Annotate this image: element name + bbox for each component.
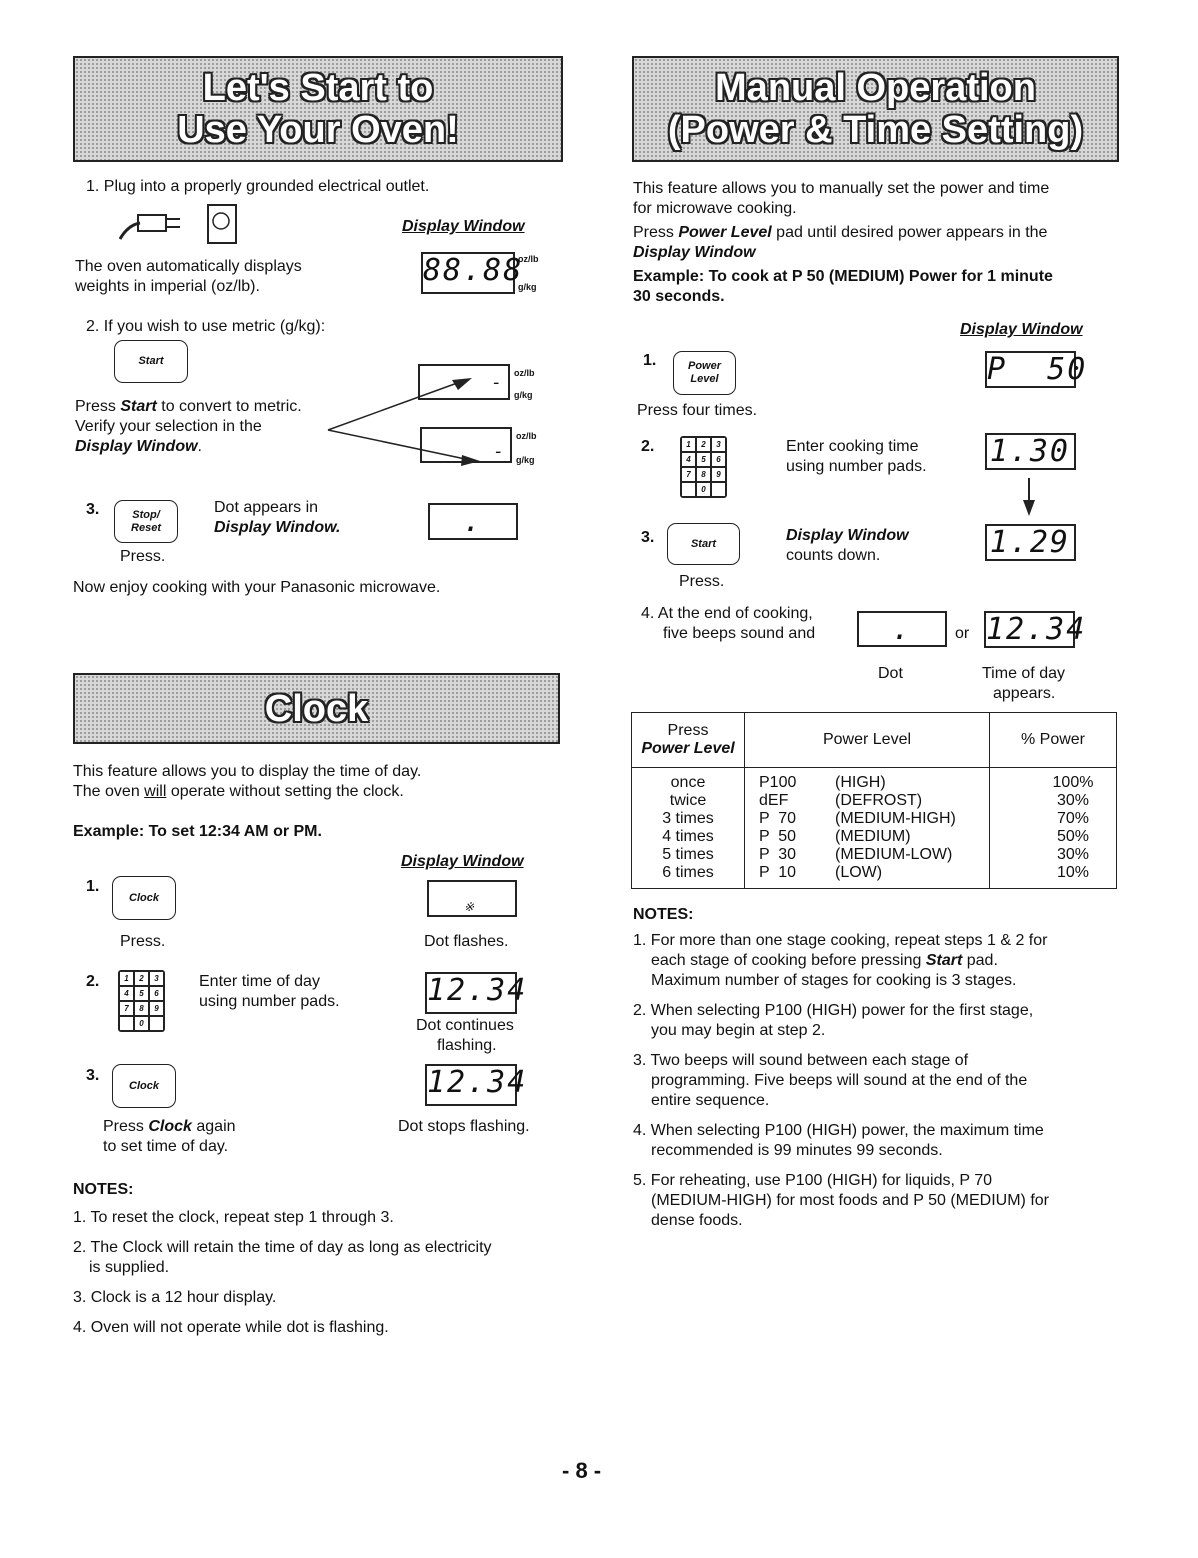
page-number: - 8 - (562, 1458, 602, 1483)
power-percent: 50% (1056, 828, 1090, 845)
keypad-key: 8 (134, 1001, 149, 1016)
note: 3. Two beeps will sound between each stage of (633, 1052, 969, 1069)
display-130: 1.30 (985, 433, 1076, 470)
unit-g-kg: g/kg (518, 282, 537, 292)
power-code: P 30 (759, 846, 797, 863)
banner-line: Manual Operation (715, 67, 1036, 109)
text: Press. (120, 548, 166, 565)
step2-text: 2. If you wish to use metric (g/kg): (86, 318, 326, 335)
start-key[interactable]: Start (114, 340, 188, 383)
keypad-key: 5 (696, 452, 711, 467)
auto-text: weights in imperial (oz/lb). (75, 278, 260, 295)
number-pad-icon (680, 436, 727, 498)
power-level-word: Power Level (678, 224, 772, 241)
keypad-key: 4 (119, 986, 134, 1001)
display-metric-bottom: - (420, 427, 512, 463)
keypad-key: 0 (696, 482, 711, 497)
note: 1. For more than one stage cooking, repeat steps 1 & 2 for (633, 932, 1048, 949)
power-percent: 10% (1056, 864, 1090, 881)
step-number: 2. (641, 438, 655, 455)
clock-word: Clock (148, 1118, 192, 1135)
display-metric-top: - (418, 364, 510, 400)
keypad-key (149, 1016, 164, 1031)
display-129: 1.29 (985, 524, 1076, 561)
keypad-key: 6 (149, 986, 164, 1001)
banner-clock (73, 673, 560, 744)
auto-text: The oven automatically displays (75, 258, 302, 275)
note: 2. The Clock will retain the time of day as long as electricity (73, 1239, 492, 1256)
table-header: Power Level (745, 713, 990, 768)
keypad-key: 9 (711, 467, 726, 482)
text: Dot appears in (214, 499, 319, 516)
banner-line: Clock (264, 687, 369, 730)
note: entire sequence. (651, 1092, 770, 1109)
note: programming. Five beeps will sound at the end of the (651, 1072, 1028, 1089)
unit-g-kg: g/kg (516, 455, 535, 465)
banner-line: Let's Start to (202, 67, 434, 109)
example-text: Example: To cook at P 50 (MEDIUM) Power for 1 minute (633, 268, 1053, 285)
display-window-word: Display Window (214, 519, 336, 536)
levels-column (745, 768, 990, 889)
keypad-key: 1 (681, 437, 696, 452)
unit-g-kg: g/kg (514, 390, 533, 400)
text: or (955, 625, 970, 642)
text: 4. At the end of cooking, (641, 605, 813, 622)
note: Maximum number of stages for cooking is 3 stages. (651, 972, 1017, 989)
press-count: 4 times (662, 828, 714, 845)
power-code: P 50 (759, 828, 797, 845)
note: 3. Clock is a 12 hour display. (73, 1289, 277, 1306)
text: again (191, 1118, 236, 1135)
step-number: 2. (86, 973, 100, 990)
text: using number pads. (199, 993, 340, 1010)
stop-reset-key[interactable]: Stop/ Reset (114, 500, 178, 543)
unit-oz-lb: oz/lb (514, 368, 535, 378)
display-window-word: Display Window (633, 244, 756, 261)
verify-text: Verify your selection in the (75, 418, 262, 435)
text: . (335, 519, 341, 536)
keypad-key: 9 (149, 1001, 164, 1016)
keypad-key: 3 (149, 971, 164, 986)
display-window-label: Display Window (401, 853, 524, 870)
keypad-key: 7 (119, 1001, 134, 1016)
text: Dot flashes. (424, 933, 509, 950)
keypad-key (681, 482, 696, 497)
step-number: 3. (86, 1067, 100, 1084)
step-number: 3. (86, 501, 100, 518)
banner-lets-start (73, 56, 563, 162)
step1-text: 1. Plug into a properly grounded electrical outlet. (86, 178, 430, 195)
text: pad until desired power appears in the (771, 224, 1048, 241)
text: each stage of cooking before pressing (651, 952, 926, 969)
power-level-name: (HIGH) (835, 774, 886, 791)
power-percent: 30% (1056, 846, 1090, 863)
power-level-key[interactable]: Power Level (673, 351, 736, 395)
note: 5. For reheating, use P100 (HIGH) for liquids, P 70 (633, 1172, 992, 1189)
keypad-key: 5 (134, 986, 149, 1001)
display-1234: 12.34 (986, 612, 1087, 647)
keypad-key: 8 (696, 467, 711, 482)
text: counts down. (786, 547, 881, 564)
step-number: 3. (641, 529, 655, 546)
start-key[interactable]: Start (667, 523, 740, 565)
text: flashing. (437, 1037, 497, 1054)
power-level-table (631, 712, 1117, 889)
unit-oz-lb: oz/lb (518, 254, 539, 264)
banner-line: (Power & Time Setting) (667, 109, 1084, 151)
table-header: % Power (990, 713, 1117, 768)
clock-key[interactable]: Clock (112, 876, 176, 920)
text: operate without setting the clock. (166, 783, 404, 800)
presses-column (632, 768, 745, 889)
keypad-key: 1 (119, 971, 134, 986)
keypad-key: 6 (711, 452, 726, 467)
text: Press (633, 224, 679, 241)
example-text: 30 seconds. (633, 288, 725, 305)
note: 2. When selecting P100 (HIGH) power for the first stage, (633, 1002, 1034, 1019)
press-count: 6 times (662, 864, 714, 881)
text: appears. (993, 685, 1056, 702)
text: Press (75, 398, 121, 415)
power-level-name: (DEFROST) (835, 792, 923, 809)
display-dot: . (428, 503, 518, 540)
keypad-key: 2 (696, 437, 711, 452)
keypad-key: 7 (681, 467, 696, 482)
text: The oven (73, 783, 145, 800)
clock-key[interactable]: Clock (112, 1064, 176, 1108)
keypad-key: 0 (134, 1016, 149, 1031)
note: 4. When selecting P100 (HIGH) power, the maximum time (633, 1122, 1044, 1139)
note: recommended is 99 minutes 99 seconds. (651, 1142, 943, 1159)
step-number: 1. (86, 878, 100, 895)
power-level-name: (MEDIUM) (835, 828, 911, 845)
display-window-word: Display Window (75, 438, 198, 455)
text: Press. (120, 933, 166, 950)
start-word: Start (925, 952, 963, 969)
enjoy-text: Now enjoy cooking with your Panasonic microwave. (73, 579, 441, 596)
start-word: Start (120, 398, 157, 415)
number-pad-icon (118, 970, 165, 1032)
text: using number pads. (786, 458, 927, 475)
notes-title: NOTES: (73, 1181, 134, 1198)
display-flash: ※ (427, 880, 517, 917)
text: Dot (878, 665, 903, 682)
text: Dot stops flashing. (398, 1118, 530, 1135)
text: This feature allows you to display the time of day. (73, 763, 422, 780)
power-percent: 30% (1056, 792, 1090, 809)
display-p50: P 50 (987, 352, 1088, 387)
keypad-key: 2 (134, 971, 149, 986)
power-level-name: (MEDIUM-LOW) (835, 846, 953, 863)
note: dense foods. (651, 1212, 743, 1229)
display-88: 88.88 (421, 252, 515, 294)
note: is supplied. (89, 1259, 170, 1276)
power-code: dEF (759, 792, 789, 809)
keypad-key: 4 (681, 452, 696, 467)
note: you may begin at step 2. (651, 1022, 826, 1039)
display-window-label: Display Window (402, 218, 525, 235)
power-percent: 70% (1056, 810, 1090, 827)
press-count: 3 times (662, 810, 714, 827)
table-header: Press (667, 722, 709, 739)
power-code: P 10 (759, 864, 797, 881)
text: five beeps sound and (663, 625, 816, 642)
text: Enter time of day (199, 973, 320, 990)
display-window-word: Display Window (786, 527, 909, 544)
display-1234: 12.34 (425, 1064, 517, 1106)
note: 4. Oven will not operate while dot is flashing. (73, 1319, 389, 1336)
keypad-key: 3 (711, 437, 726, 452)
text: to convert to metric. (156, 398, 302, 415)
power-percent: 100% (1052, 774, 1094, 791)
power-level-name: (MEDIUM-HIGH) (835, 810, 956, 827)
notes-title: NOTES: (633, 906, 694, 923)
unit-oz-lb: oz/lb (516, 431, 537, 441)
display-1234: 12.34 (425, 972, 517, 1014)
power-level-name: (LOW) (835, 864, 883, 881)
keypad-key (119, 1016, 134, 1031)
text: will (144, 783, 167, 800)
text: pad. (962, 952, 998, 969)
banner-line: Use Your Oven! (177, 109, 459, 151)
text: Enter cooking time (786, 438, 919, 455)
text: . (197, 438, 202, 455)
note: (MEDIUM-HIGH) for most foods and P 50 (MEDIUM) for (651, 1192, 1049, 1209)
text: to set time of day. (103, 1138, 229, 1155)
power-code: P100 (759, 774, 797, 791)
step-number: 1. (643, 352, 657, 369)
arrow-down-icon (1022, 478, 1036, 518)
banner-manual-operation (632, 56, 1119, 162)
press-count: twice (669, 792, 707, 809)
power-code: P 70 (759, 810, 797, 827)
display-dot: . (857, 611, 947, 647)
text: Time of day (982, 665, 1065, 682)
text: Dot continues (416, 1017, 514, 1034)
note: 1. To reset the clock, repeat step 1 through 3. (73, 1209, 394, 1226)
text: Press (103, 1118, 149, 1135)
example-text: Example: To set 12:34 AM or PM. (73, 823, 322, 840)
press-count: 5 times (662, 846, 714, 863)
text: Press. (679, 573, 725, 590)
keypad-key (711, 482, 726, 497)
press-count: once (670, 774, 706, 791)
percent-column (990, 768, 1117, 889)
text: Press four times. (637, 402, 758, 419)
text: for microwave cooking. (633, 200, 797, 217)
display-window-label: Display Window (960, 321, 1083, 338)
table-header: Power Level (641, 740, 735, 757)
plug-outlet-icon (118, 203, 258, 245)
text: This feature allows you to manually set the power and time (633, 180, 1050, 197)
